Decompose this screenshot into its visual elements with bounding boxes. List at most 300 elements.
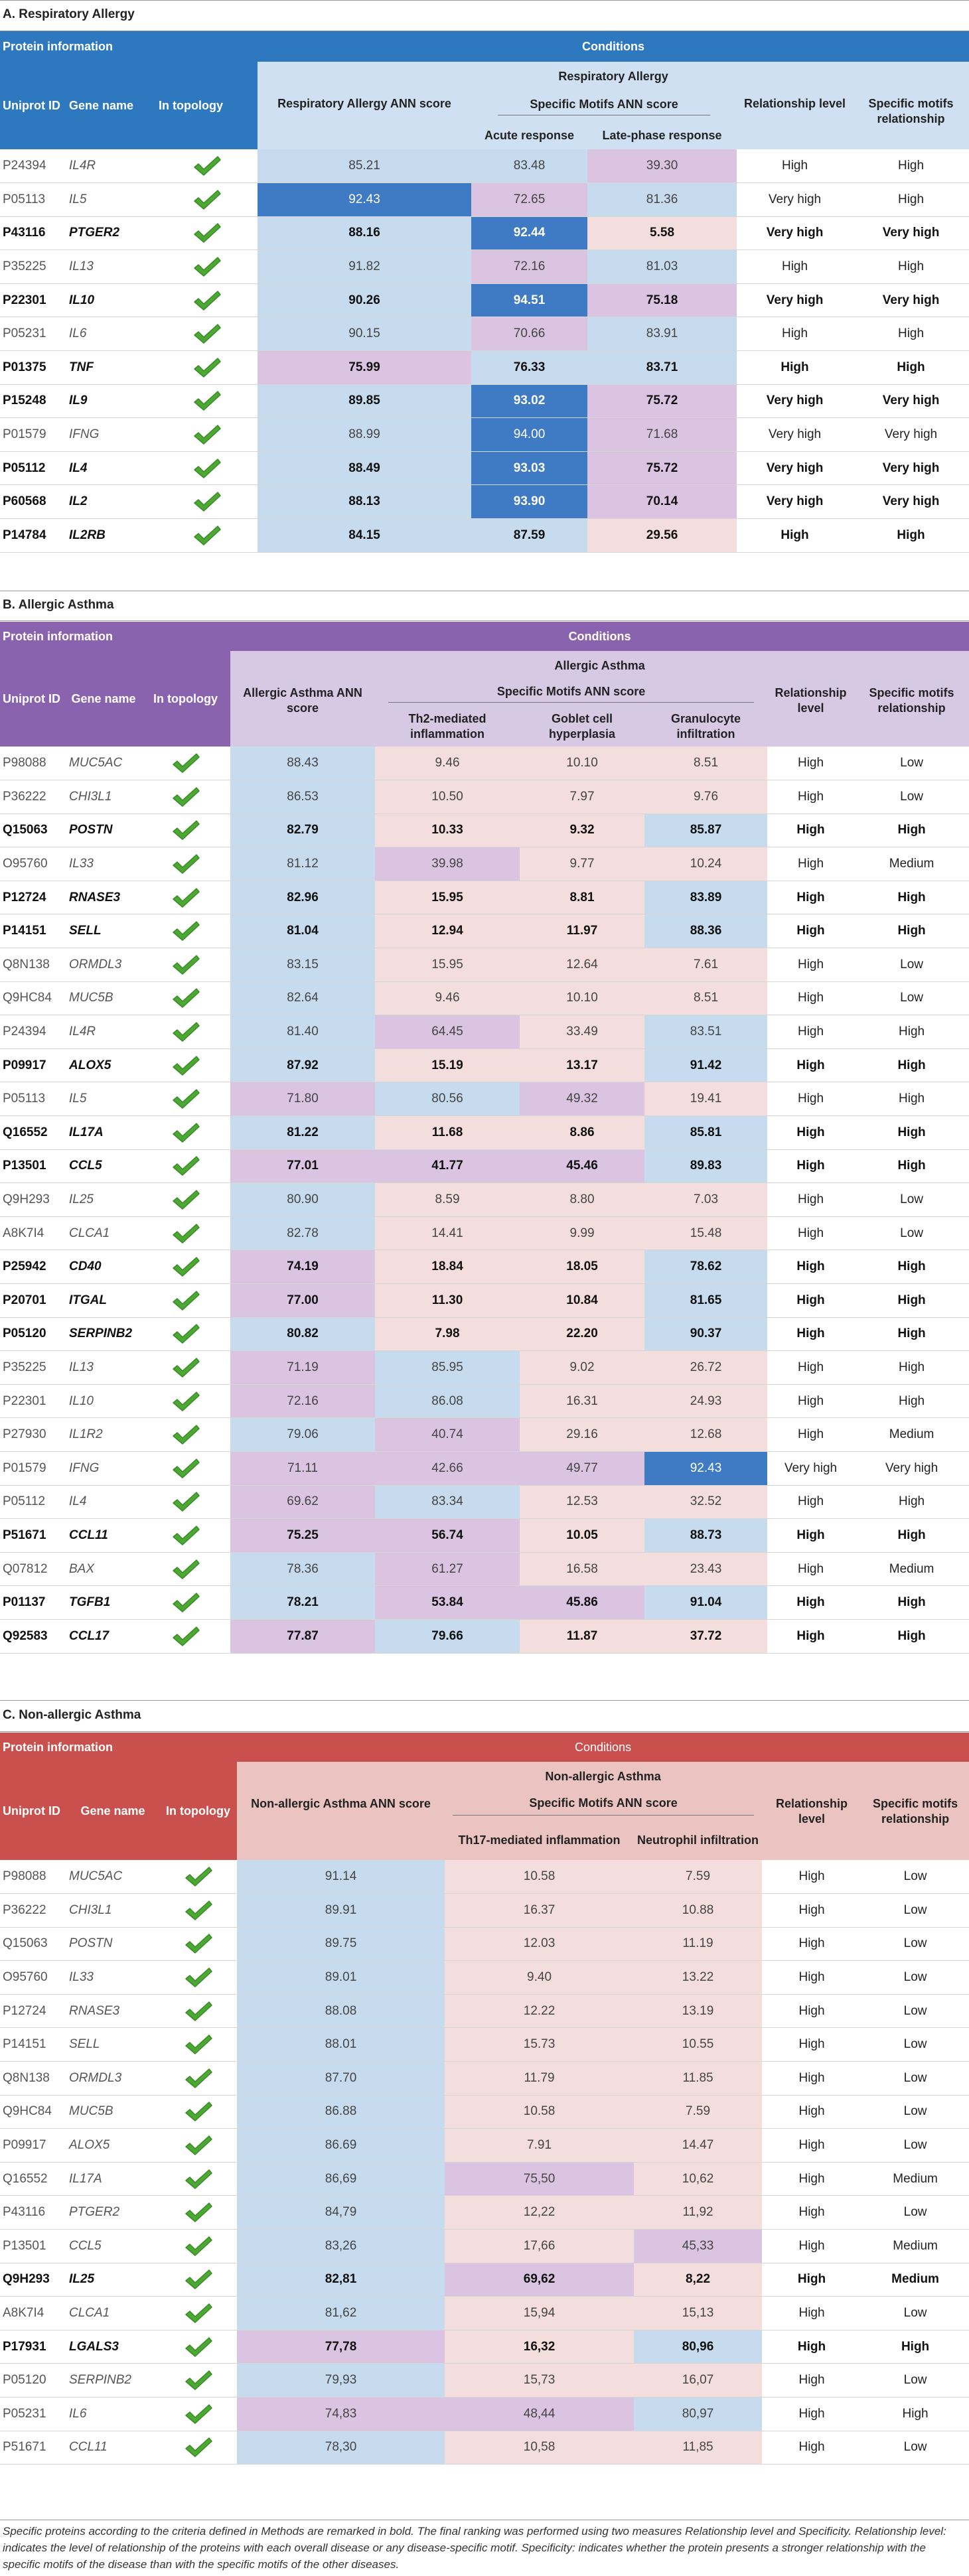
- gene-name: IL5: [66, 1082, 141, 1116]
- gene-name: MUC5AC: [66, 1860, 159, 1894]
- score-cell: 82.79: [230, 814, 375, 847]
- topology-check: [141, 914, 230, 948]
- score-cell: 81.04: [230, 914, 375, 948]
- score-cell: 15.95: [375, 948, 520, 982]
- relationship-level: High: [762, 2095, 861, 2129]
- table-row: [0, 149, 969, 183]
- col-gene: Gene name: [66, 1762, 159, 1860]
- specific-relationship: High: [854, 1250, 969, 1284]
- score-cell: 7.97: [520, 780, 644, 814]
- relationship-level: High: [767, 814, 854, 847]
- check-icon: [171, 1423, 200, 1446]
- gene-name: IL2RB: [66, 519, 156, 553]
- score-cell: 10.84: [520, 1284, 644, 1318]
- score-cell: 92.44: [471, 216, 587, 250]
- uniprot-id: Q9HC84: [0, 2095, 66, 2129]
- gene-name: SERPINB2: [66, 1317, 141, 1351]
- score-cell: 69,62: [445, 2263, 634, 2297]
- topology-check: [156, 351, 258, 385]
- score-cell: 5.58: [587, 216, 737, 250]
- gene-name: ALOX5: [66, 2129, 159, 2163]
- table-row: [0, 981, 969, 1015]
- score-cell: 89.01: [237, 1961, 445, 1995]
- score-cell: 49.77: [520, 1451, 644, 1485]
- score-cell: 83.51: [644, 1015, 767, 1049]
- score-cell: 83.71: [587, 351, 737, 385]
- specific-relationship: High: [854, 1149, 969, 1183]
- score-cell: 88.43: [230, 747, 375, 780]
- score-cell: 18.84: [375, 1250, 520, 1284]
- score-cell: 81.12: [230, 847, 375, 881]
- gene-name: IL13: [66, 1351, 141, 1385]
- score-cell: 86.08: [375, 1384, 520, 1418]
- relationship-level: High: [767, 780, 854, 814]
- check-icon: [171, 853, 200, 875]
- relationship-level: High: [767, 914, 854, 948]
- gene-name: IL4R: [66, 149, 156, 183]
- relationship-level: High: [762, 2062, 861, 2096]
- score-cell: 10.88: [634, 1894, 762, 1928]
- specific-relationship: Low: [854, 1216, 969, 1250]
- gene-name: CLCA1: [66, 1216, 141, 1250]
- relationship-level: High: [767, 1048, 854, 1082]
- uniprot-id: Q9H293: [0, 2263, 66, 2297]
- check-icon: [171, 1591, 200, 1614]
- motifs-header-cell: [471, 91, 737, 121]
- gene-name: IL17A: [66, 2162, 159, 2196]
- topology-check: [141, 814, 230, 847]
- gene-name: POSTN: [66, 814, 141, 847]
- col-uniprot: Uniprot ID: [0, 651, 66, 747]
- relationship-level: High: [767, 1552, 854, 1586]
- topology-check: [156, 485, 258, 519]
- specific-relationship: Very high: [854, 1451, 969, 1485]
- score-cell: 80,96: [634, 2330, 762, 2364]
- score-cell: 80.82: [230, 1317, 375, 1351]
- uniprot-id: Q15063: [0, 1927, 66, 1961]
- score-cell: 77.00: [230, 1284, 375, 1318]
- gene-name: ORMDL3: [66, 948, 141, 982]
- score-cell: 45.46: [520, 1149, 644, 1183]
- table-row: [0, 814, 969, 847]
- gene-name: IL13: [66, 250, 156, 284]
- score-cell: 15.48: [644, 1216, 767, 1250]
- table-row: [0, 847, 969, 881]
- score-cell: 8.59: [375, 1183, 520, 1217]
- relationship-level: High: [767, 1418, 854, 1452]
- uniprot-id: Q07812: [0, 1552, 66, 1586]
- gene-name: IL33: [66, 847, 141, 881]
- specific-relationship: Very high: [853, 418, 969, 452]
- score-cell: 12.03: [445, 1927, 634, 1961]
- uniprot-id: P17931: [0, 2330, 66, 2364]
- score-cell: 17,66: [445, 2230, 634, 2263]
- relationship-level: High: [762, 2431, 861, 2465]
- table-row: [0, 1351, 969, 1385]
- topology-check: [159, 2330, 237, 2364]
- score-cell: 72.16: [471, 250, 587, 284]
- uniprot-id: P22301: [0, 283, 66, 317]
- score-cell: 9.46: [375, 747, 520, 780]
- check-icon: [171, 1155, 200, 1177]
- table-row: [0, 2330, 969, 2364]
- table-row: [0, 1284, 969, 1318]
- score-cell: 10.55: [634, 2028, 762, 2062]
- score-cell: 75.18: [587, 283, 737, 317]
- uniprot-id: O95760: [0, 847, 66, 881]
- topology-check: [156, 183, 258, 217]
- specific-relationship: High: [854, 1317, 969, 1351]
- gene-name: RNASE3: [66, 881, 141, 914]
- table-row: [0, 2230, 969, 2263]
- score-cell: 11.97: [520, 914, 644, 948]
- table-row: [0, 451, 969, 485]
- gene-name: ITGAL: [66, 1284, 141, 1318]
- score-cell: 75.25: [230, 1519, 375, 1553]
- table-row: [0, 2196, 969, 2230]
- score-cell: 74,83: [237, 2397, 445, 2431]
- specific-relationship: Medium: [861, 2230, 969, 2263]
- score-cell: 10.10: [520, 981, 644, 1015]
- gene-name: CCL11: [66, 1519, 141, 1553]
- topology-check: [156, 519, 258, 553]
- score-cell: 89.83: [644, 1149, 767, 1183]
- relationship-level: High: [737, 149, 853, 183]
- score-cell: 79,93: [237, 2364, 445, 2397]
- topology-check: [141, 1082, 230, 1116]
- check-icon: [192, 155, 222, 177]
- topology-check: [159, 2095, 237, 2129]
- topology-check: [141, 1519, 230, 1553]
- score-cell: 15,73: [445, 2364, 634, 2397]
- table-row: [0, 2162, 969, 2196]
- score-cell: 15.73: [445, 2028, 634, 2062]
- topology-check: [141, 1552, 230, 1586]
- score-cell: 9.32: [520, 814, 644, 847]
- score-cell: 10,58: [445, 2431, 634, 2465]
- relationship-level: High: [767, 1183, 854, 1217]
- score-cell: 12.53: [520, 1485, 644, 1519]
- relationship-level: High: [767, 847, 854, 881]
- col-specific: Specific motifs relationship: [853, 91, 969, 149]
- relationship-level: Very high: [737, 283, 853, 317]
- col-uniprot: Uniprot ID: [0, 62, 66, 149]
- table-row: [0, 747, 969, 780]
- check-icon: [184, 2268, 213, 2291]
- table-row: [0, 183, 969, 217]
- topology-check: [159, 2028, 237, 2062]
- table-row: [0, 1015, 969, 1049]
- uniprot-id: P98088: [0, 1860, 66, 1894]
- uniprot-id: P35225: [0, 250, 66, 284]
- check-icon: [171, 1323, 200, 1345]
- uniprot-id: P27930: [0, 1418, 66, 1452]
- topology-check: [141, 1183, 230, 1217]
- check-icon: [171, 1255, 200, 1278]
- gene-name: IL4: [66, 1485, 141, 1519]
- score-cell: 49.32: [520, 1082, 644, 1116]
- check-icon: [184, 2168, 213, 2190]
- score-cell: 78,30: [237, 2431, 445, 2465]
- conditions-header: Conditions: [258, 31, 969, 62]
- table-row: [0, 2095, 969, 2129]
- topology-check: [159, 2230, 237, 2263]
- table-row: [0, 283, 969, 317]
- score-cell: 92.43: [644, 1451, 767, 1485]
- score-cell: 87.92: [230, 1048, 375, 1082]
- topology-check: [159, 1860, 237, 1894]
- gene-name: IL1R2: [66, 1418, 141, 1452]
- score-cell: 93.03: [471, 451, 587, 485]
- gene-name: CD40: [66, 1250, 141, 1284]
- score-cell: 71.80: [230, 1082, 375, 1116]
- table-row: [0, 1149, 969, 1183]
- table-body: [0, 747, 969, 1653]
- score-cell: 86.69: [237, 2129, 445, 2163]
- specific-relationship: Low: [861, 1927, 969, 1961]
- check-icon: [171, 752, 200, 774]
- specific-relationship: High: [861, 2330, 969, 2364]
- topology-check: [141, 1619, 230, 1653]
- disease-header: Non-allergic Asthma: [237, 1762, 969, 1791]
- score-cell: 85.87: [644, 814, 767, 847]
- uniprot-id: Q15063: [0, 814, 66, 847]
- specific-relationship: High: [854, 1619, 969, 1653]
- score-cell: 9.76: [644, 780, 767, 814]
- check-icon: [192, 490, 222, 513]
- score-cell: 16.58: [520, 1552, 644, 1586]
- uniprot-id: P14151: [0, 2028, 66, 2062]
- score-cell: 75.99: [258, 351, 471, 385]
- col-gene: Gene name: [66, 651, 141, 747]
- table-row: [0, 1384, 969, 1418]
- score-cell: 12.64: [520, 948, 644, 982]
- relationship-level: High: [767, 1284, 854, 1318]
- relationship-level: High: [762, 2330, 861, 2364]
- score-cell: 10.58: [445, 2095, 634, 2129]
- gene-name: SELL: [66, 2028, 159, 2062]
- check-icon: [192, 524, 222, 547]
- relationship-level: High: [767, 1116, 854, 1150]
- topology-check: [156, 418, 258, 452]
- score-cell: 11.79: [445, 2062, 634, 2096]
- relationship-level: High: [762, 2263, 861, 2297]
- check-icon: [171, 1222, 200, 1245]
- relationship-level: High: [767, 1015, 854, 1049]
- table-body: [0, 1860, 969, 2465]
- specific-relationship: High: [853, 250, 969, 284]
- specific-relationship: Very high: [853, 451, 969, 485]
- topology-check: [141, 948, 230, 982]
- score-cell: 77.87: [230, 1619, 375, 1653]
- col-ann-score: Respiratory Allergy ANN score: [258, 91, 471, 149]
- specific-relationship: High: [861, 2397, 969, 2431]
- check-icon: [171, 1356, 200, 1379]
- score-cell: 76.33: [471, 351, 587, 385]
- uniprot-id: P43116: [0, 2196, 66, 2230]
- check-icon: [184, 1865, 213, 1888]
- topology-check: [141, 981, 230, 1015]
- score-cell: 87.70: [237, 2062, 445, 2096]
- score-cell: 84.15: [258, 519, 471, 553]
- disease-header: Allergic Asthma: [230, 651, 969, 680]
- table-row: [0, 1994, 969, 2028]
- specific-relationship: Very high: [853, 216, 969, 250]
- uniprot-id: A8K7I4: [0, 1216, 66, 1250]
- specific-relationship: High: [854, 1485, 969, 1519]
- topology-check: [141, 1015, 230, 1049]
- score-cell: 29.16: [520, 1418, 644, 1452]
- disease-header: Respiratory Allergy: [258, 62, 969, 91]
- relationship-level: High: [762, 2028, 861, 2062]
- uniprot-id: P01579: [0, 418, 66, 452]
- topology-check: [159, 2196, 237, 2230]
- check-icon: [184, 2336, 213, 2358]
- gene-name: IL10: [66, 1384, 141, 1418]
- relationship-level: High: [767, 1384, 854, 1418]
- uniprot-id: Q16552: [0, 2162, 66, 2196]
- gene-name: IL33: [66, 1961, 159, 1995]
- table-row: [0, 1451, 969, 1485]
- uniprot-id: P09917: [0, 2129, 66, 2163]
- topology-check: [156, 384, 258, 418]
- uniprot-id: Q92583: [0, 1619, 66, 1653]
- score-cell: 87.59: [471, 519, 587, 553]
- score-cell: 42.66: [375, 1451, 520, 1485]
- score-cell: 88.99: [258, 418, 471, 452]
- check-icon: [171, 1457, 200, 1480]
- table-row: [0, 2297, 969, 2330]
- relationship-level: High: [762, 1961, 861, 1995]
- gene-name: IL9: [66, 384, 156, 418]
- relationship-level: High: [767, 1619, 854, 1653]
- conditions-header: Conditions: [230, 622, 969, 651]
- relationship-level: High: [767, 1317, 854, 1351]
- specific-relationship: Low: [854, 780, 969, 814]
- table-row: [0, 948, 969, 982]
- gene-name: LGALS3: [66, 2330, 159, 2364]
- uniprot-id: P24394: [0, 149, 66, 183]
- protein-info-header: Protein information: [0, 1733, 237, 1762]
- score-cell: 82.78: [230, 1216, 375, 1250]
- table-allergic-asthma: [0, 622, 969, 1654]
- relationship-level: High: [767, 1519, 854, 1553]
- table-row: [0, 485, 969, 519]
- check-icon: [171, 819, 200, 841]
- specific-relationship: High: [854, 1082, 969, 1116]
- specific-relationship: High: [853, 317, 969, 351]
- table-row: [0, 2062, 969, 2096]
- specific-relationship: Low: [861, 2297, 969, 2330]
- score-cell: 90.15: [258, 317, 471, 351]
- check-icon: [184, 2067, 213, 2090]
- motifs-header-cell: [375, 680, 767, 707]
- table-row: [0, 384, 969, 418]
- score-cell: 16,07: [634, 2364, 762, 2397]
- relationship-level: High: [737, 351, 853, 385]
- motifs-header-cell: [445, 1791, 762, 1820]
- relationship-level: High: [762, 2196, 861, 2230]
- check-icon: [184, 2369, 213, 2392]
- col-topology: In topology: [159, 1762, 237, 1860]
- specific-relationship: Low: [861, 2095, 969, 2129]
- score-cell: 89.85: [258, 384, 471, 418]
- table-row: [0, 1216, 969, 1250]
- relationship-level: High: [767, 1250, 854, 1284]
- score-cell: 88.73: [644, 1519, 767, 1553]
- score-cell: 10.24: [644, 847, 767, 881]
- table-respiratory-allergy: [0, 31, 969, 553]
- check-icon: [184, 2403, 213, 2425]
- uniprot-id: P24394: [0, 1015, 66, 1049]
- table-row: [0, 250, 969, 284]
- specific-relationship: Medium: [861, 2162, 969, 2196]
- table-row: [0, 2129, 969, 2163]
- check-icon: [184, 2000, 213, 2023]
- table-non-allergic-asthma: [0, 1733, 969, 2465]
- relationship-level: High: [737, 519, 853, 553]
- check-icon: [171, 1490, 200, 1513]
- specific-relationship: Low: [861, 2129, 969, 2163]
- motif-col: Neutrophil infiltration: [634, 1820, 762, 1860]
- specific-relationship: High: [854, 1116, 969, 1150]
- specific-relationship: Low: [854, 981, 969, 1015]
- relationship-level: High: [762, 1860, 861, 1894]
- score-cell: 91.82: [258, 250, 471, 284]
- score-cell: 83,26: [237, 2230, 445, 2263]
- specific-relationship: Low: [861, 2062, 969, 2096]
- score-cell: 40.74: [375, 1418, 520, 1452]
- table-row: [0, 2263, 969, 2297]
- uniprot-id: P05112: [0, 1485, 66, 1519]
- score-cell: 81.36: [587, 183, 737, 217]
- score-cell: 86.53: [230, 780, 375, 814]
- check-icon: [184, 1966, 213, 1989]
- score-cell: 89.75: [237, 1927, 445, 1961]
- score-cell: 70.14: [587, 485, 737, 519]
- uniprot-id: P98088: [0, 747, 66, 780]
- table-row: [0, 1860, 969, 1894]
- relationship-level: Very high: [737, 451, 853, 485]
- uniprot-id: P13501: [0, 2230, 66, 2263]
- score-cell: 71.19: [230, 1351, 375, 1385]
- score-cell: 10.50: [375, 780, 520, 814]
- check-icon: [192, 356, 222, 379]
- motif-col: Goblet cell hyperplasia: [520, 707, 644, 747]
- score-cell: 19.41: [644, 1082, 767, 1116]
- uniprot-id: Q8N138: [0, 2062, 66, 2096]
- col-specific: Specific motifs relationship: [854, 680, 969, 747]
- table-row: [0, 216, 969, 250]
- uniprot-id: P15248: [0, 384, 66, 418]
- uniprot-id: P20701: [0, 1284, 66, 1318]
- score-cell: 9.02: [520, 1351, 644, 1385]
- gene-name: CCL11: [66, 2431, 159, 2465]
- score-cell: 8.80: [520, 1183, 644, 1217]
- topology-check: [156, 283, 258, 317]
- uniprot-id: P36222: [0, 1894, 66, 1928]
- score-cell: 83.34: [375, 1485, 520, 1519]
- score-cell: 15.95: [375, 881, 520, 914]
- table-row: [0, 881, 969, 914]
- check-icon: [192, 322, 222, 345]
- score-cell: 82.96: [230, 881, 375, 914]
- score-cell: 75,50: [445, 2162, 634, 2196]
- motif-col: Th17-mediated inflammation: [445, 1820, 634, 1860]
- score-cell: 9.46: [375, 981, 520, 1015]
- score-cell: 88.13: [258, 485, 471, 519]
- score-cell: 90.26: [258, 283, 471, 317]
